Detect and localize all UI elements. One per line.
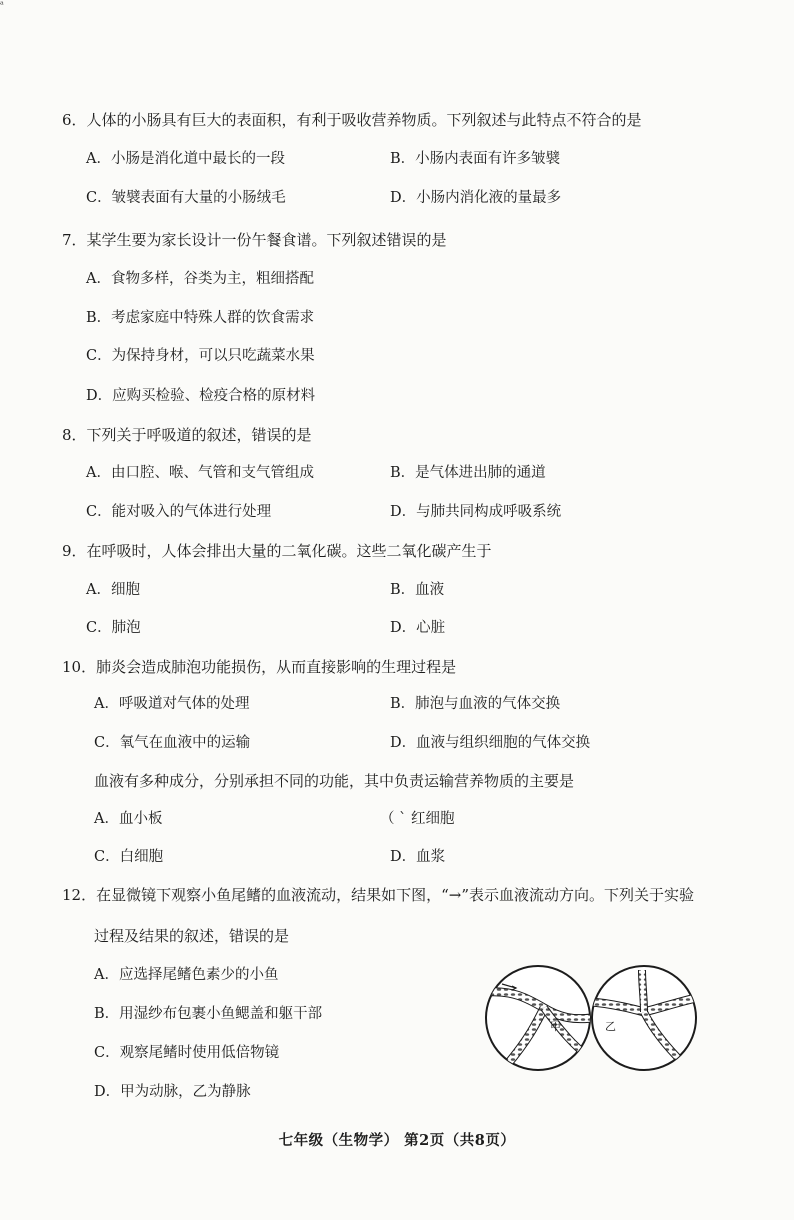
- question-8-stem: 8．下列关于呼吸道的叙述，错误的是: [62, 426, 312, 444]
- q11-option-c: C．白细胞: [94, 849, 164, 865]
- q12-option-b: B．用湿纱布包裹小鱼鳃盖和躯干部: [94, 1006, 323, 1022]
- q8-option-a: A．由口腔、喉、气管和支气管组成: [86, 465, 314, 481]
- scan-mark: ᵃ: [0, 0, 4, 11]
- q12-option-a: A．应选择尾鳍色素少的小鱼: [94, 967, 279, 983]
- q7-option-a: A．食物多样，谷类为主，粗细搭配: [86, 271, 314, 287]
- q11-option-b: （ ˋ 红细胞: [380, 811, 455, 827]
- field-of-view-right: [592, 966, 696, 1070]
- q9-option-c: C．肺泡: [86, 620, 141, 636]
- q9-option-d: D．心脏: [390, 620, 446, 636]
- q6-option-b: B．小肠内表面有许多皱襞: [390, 151, 561, 167]
- q7-option-d: D．应购买检验、检疫合格的原材料: [86, 388, 316, 404]
- blood-flow-figure: [482, 962, 702, 1074]
- q7-option-b: B．考虑家庭中特殊人群的饮食需求: [86, 310, 315, 326]
- q7-option-c: C．为保持身材，可以只吃蔬菜水果: [86, 348, 315, 364]
- question-10-stem: 10．肺炎会造成肺泡功能损伤，从而直接影响的生理过程是: [62, 658, 457, 676]
- q10-option-a: A．呼吸道对气体的处理: [94, 696, 250, 712]
- q9-option-a: A．细胞: [86, 582, 140, 598]
- question-7-stem: 7．某学生要为家长设计一份午餐食谱。下列叙述错误的是: [62, 231, 447, 249]
- q10-option-d: D．血液与组织细胞的气体交换: [390, 735, 591, 751]
- q11-option-d: D．血浆: [390, 849, 446, 865]
- q6-option-c: C．皱襞表面有大量的小肠绒毛: [86, 190, 286, 206]
- q8-option-c: C．能对吸入的气体进行处理: [86, 504, 272, 520]
- label-jia: 甲: [550, 1021, 561, 1033]
- question-12-stem: 12．在显微镜下观察小鱼尾鳍的血液流动，结果如下图，“→”表示血液流动方向。下列关于实验: [62, 886, 694, 904]
- question-11-stem: 血液有多种成分，分别承担不同的功能，其中负责运输营养物质的主要是: [94, 772, 575, 790]
- q12-option-d: D．甲为动脉，乙为静脉: [94, 1084, 251, 1100]
- question-9-stem: 9．在呼吸时，人体会排出大量的二氧化碳。这些二氧化碳产生于: [62, 542, 492, 560]
- q10-option-c: C．氧气在血液中的运输: [94, 735, 251, 751]
- question-12-stem-continued: 过程及结果的叙述，错误的是: [94, 927, 290, 945]
- q9-option-b: B．血液: [390, 582, 445, 598]
- q6-option-a: A．小肠是消化道中最长的一段: [86, 151, 285, 167]
- question-6-stem: 6．人体的小肠具有巨大的表面积，有利于吸收营养物质。下列叙述与此特点不符合的是: [62, 111, 642, 129]
- q8-option-b: B．是气体进出肺的通道: [390, 465, 546, 481]
- q8-option-d: D．与肺共同构成呼吸系统: [390, 504, 562, 520]
- q6-option-d: D．小肠内消化液的量最多: [390, 190, 562, 206]
- field-of-view-left: [486, 966, 592, 1070]
- q12-option-c: C．观察尾鳍时使用低倍物镜: [94, 1045, 280, 1061]
- page-footer: 七年级（生物学） 第2页（共8页）: [278, 1132, 516, 1149]
- q10-option-b: B．肺泡与血液的气体交换: [390, 696, 561, 712]
- label-yi: 乙: [605, 1021, 616, 1033]
- q11-option-a: A．血小板: [94, 811, 163, 827]
